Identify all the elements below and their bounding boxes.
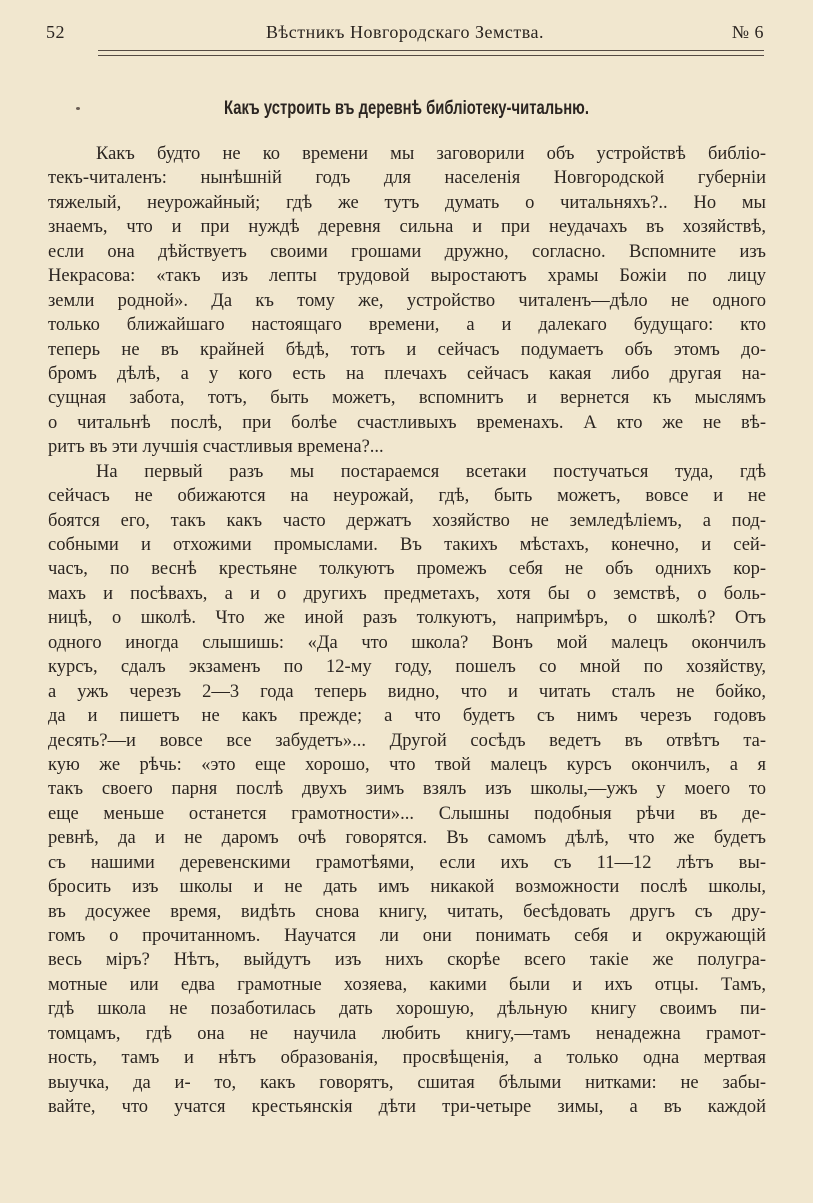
text-line: выучка, да и- то, какъ говорятъ, сшитая бѣлыми нитками: не забы- [48, 1072, 766, 1093]
text-line: вайте, что учатся крестьянскія дѣти три-четыре зимы, а въ каждой [48, 1097, 766, 1118]
page-number: 52 [46, 22, 65, 42]
text-line: ность, тамъ и нѣтъ образованія, просвѣщенія, а только одна мертвая [48, 1048, 766, 1069]
text-line: съ нашими деревенскими грамотѣями, если ихъ съ 11—12 лѣтъ вы- [48, 852, 766, 873]
text-line: въ досужее время, видѣть снова книгу, читать, бесѣдовать другъ съ дру- [48, 901, 766, 922]
text-line: теперь не въ крайней бѣдѣ, тотъ и сейчасъ подумаетъ объ этомъ до- [48, 339, 766, 360]
text-line: сущная забота, тотъ, быть можетъ, вспомнитъ и вернется къ мыслямъ [48, 388, 766, 409]
text-line: десять?—и вовсе все забудетъ»... Другой сосѣдъ ведетъ въ отвѣтъ та- [48, 730, 766, 751]
text-line: только ближайшаго настоящаго времени, а и далекаго будущаго: кто [48, 315, 766, 336]
text-line: Какъ будто не ко времени мы заговорили объ устройствѣ библіо- [96, 144, 766, 164]
text-line: о читальнѣ послѣ, при болѣе счастливыхъ временахъ. А кто же не вѣ- [48, 412, 766, 433]
text-line: мотные или едва грамотные хозяева, какими были и ихъ отцы. Тамъ, [48, 974, 766, 995]
text-line: бросить изъ школы и не дать имъ никакой возможности послѣ школы, [48, 877, 766, 898]
text-line: а ужъ черезъ 2—3 года теперь видно, что и читать сталъ не бойко, [48, 681, 766, 702]
text-line: На первый разъ мы постараемся всетаки постучаться туда, гдѣ [96, 461, 766, 482]
text-line: кую же рѣчь: «это еще хорошо, что твой малецъ курсъ окончилъ, а я [48, 754, 766, 775]
issue-number: № 6 [731, 22, 764, 42]
text-line: Некрасова: «такъ изъ лепты трудовой выростаютъ храмы Божіи по лицу [48, 266, 766, 287]
text-line: гдѣ школа не позаботилась дать хорошую, дѣльную книгу своимъ пи- [48, 999, 766, 1020]
text-line: бромъ дѣлѣ, а у кого есть на плечахъ сейчасъ какая либо другая на- [48, 363, 766, 384]
text-line: курсъ, сдалъ экзаменъ по 12-му году, пошелъ со мной по хозяйству, [48, 657, 766, 678]
text-line: одного иногда слышишь: «Да что школа? Вонъ мой малецъ окончилъ [48, 632, 766, 653]
text-line: часъ, по веснѣ крестьяне толкуютъ промежъ себя не объ однихъ кор- [48, 559, 766, 580]
print-speck [76, 107, 80, 110]
text-line: сейчасъ не обижаются на неурожай, гдѣ, быть можетъ, вовсе и не [48, 486, 766, 507]
article-body [48, 142, 766, 1120]
article-title: Какъ устроить въ деревнѣ библіотеку-читальню. [224, 98, 589, 119]
text-line: томцамъ, гдѣ она не научила любить книгу,—тамъ ненадежна грамот- [48, 1023, 766, 1044]
text-line: если она дѣйствуетъ своими грошами дружно, согласно. Вспомните изъ [48, 241, 766, 262]
text-line: ревнѣ, да и не даромъ очѣ говорятся. Въ самомъ дѣлѣ, что же будетъ [48, 828, 766, 849]
text-line: весь міръ? Нѣтъ, выйдутъ изъ нихъ скорѣе всего такіе же полугра- [48, 950, 766, 971]
text-line: тяжелый, неурожайный; гдѣ же тутъ думать о читальняхъ?.. Но мы [48, 192, 766, 213]
text-line: боятся его, такъ какъ часто держатъ хозяйство не земледѣліемъ, а под- [48, 510, 766, 531]
text-line: текъ-читаленъ: нынѣшній годъ для населенія Новгородской губерніи [48, 168, 766, 189]
text-line: такъ своего парня послѣ двухъ зимъ взялъ изъ школы,—ужъ у моего то [48, 779, 766, 800]
text-line: собными и отхожими промыслами. Въ такихъ мѣстахъ, конечно, и сей- [48, 535, 766, 555]
journal-title: Вѣстникъ Новгородскаго Земства. [266, 22, 544, 42]
text-line: земли родной». Да къ тому же, устройство читаленъ—дѣло не одного [48, 290, 766, 311]
text-line: знаемъ, что и при нуждѣ деревня сильна и при неудачахъ въ хозяйствѣ, [48, 217, 766, 238]
text-line: гомъ о прочитанномъ. Научатся ли они понимать себя и окружающій [48, 926, 766, 946]
text-line: да и пишетъ не какъ прежде; а что будетъ съ нимъ черезъ годовъ [48, 706, 766, 727]
header-rule-bottom [98, 55, 764, 56]
text-line: еще меньше останется грамотности»... Слышны подобныя рѣчи въ де- [48, 803, 766, 824]
running-header [46, 22, 764, 48]
text-line: ницѣ, о школѣ. Что же иной разъ толкуютъ, напримѣръ, о школѣ? Отъ [48, 608, 766, 629]
header-rule-top [98, 50, 764, 51]
text-line: ритъ въ эти лучшія счастливыя времена?... [48, 437, 384, 458]
text-line: махъ и посѣвахъ, а и о другихъ предметахъ, хотя бы о земствѣ, о боль- [48, 583, 766, 604]
